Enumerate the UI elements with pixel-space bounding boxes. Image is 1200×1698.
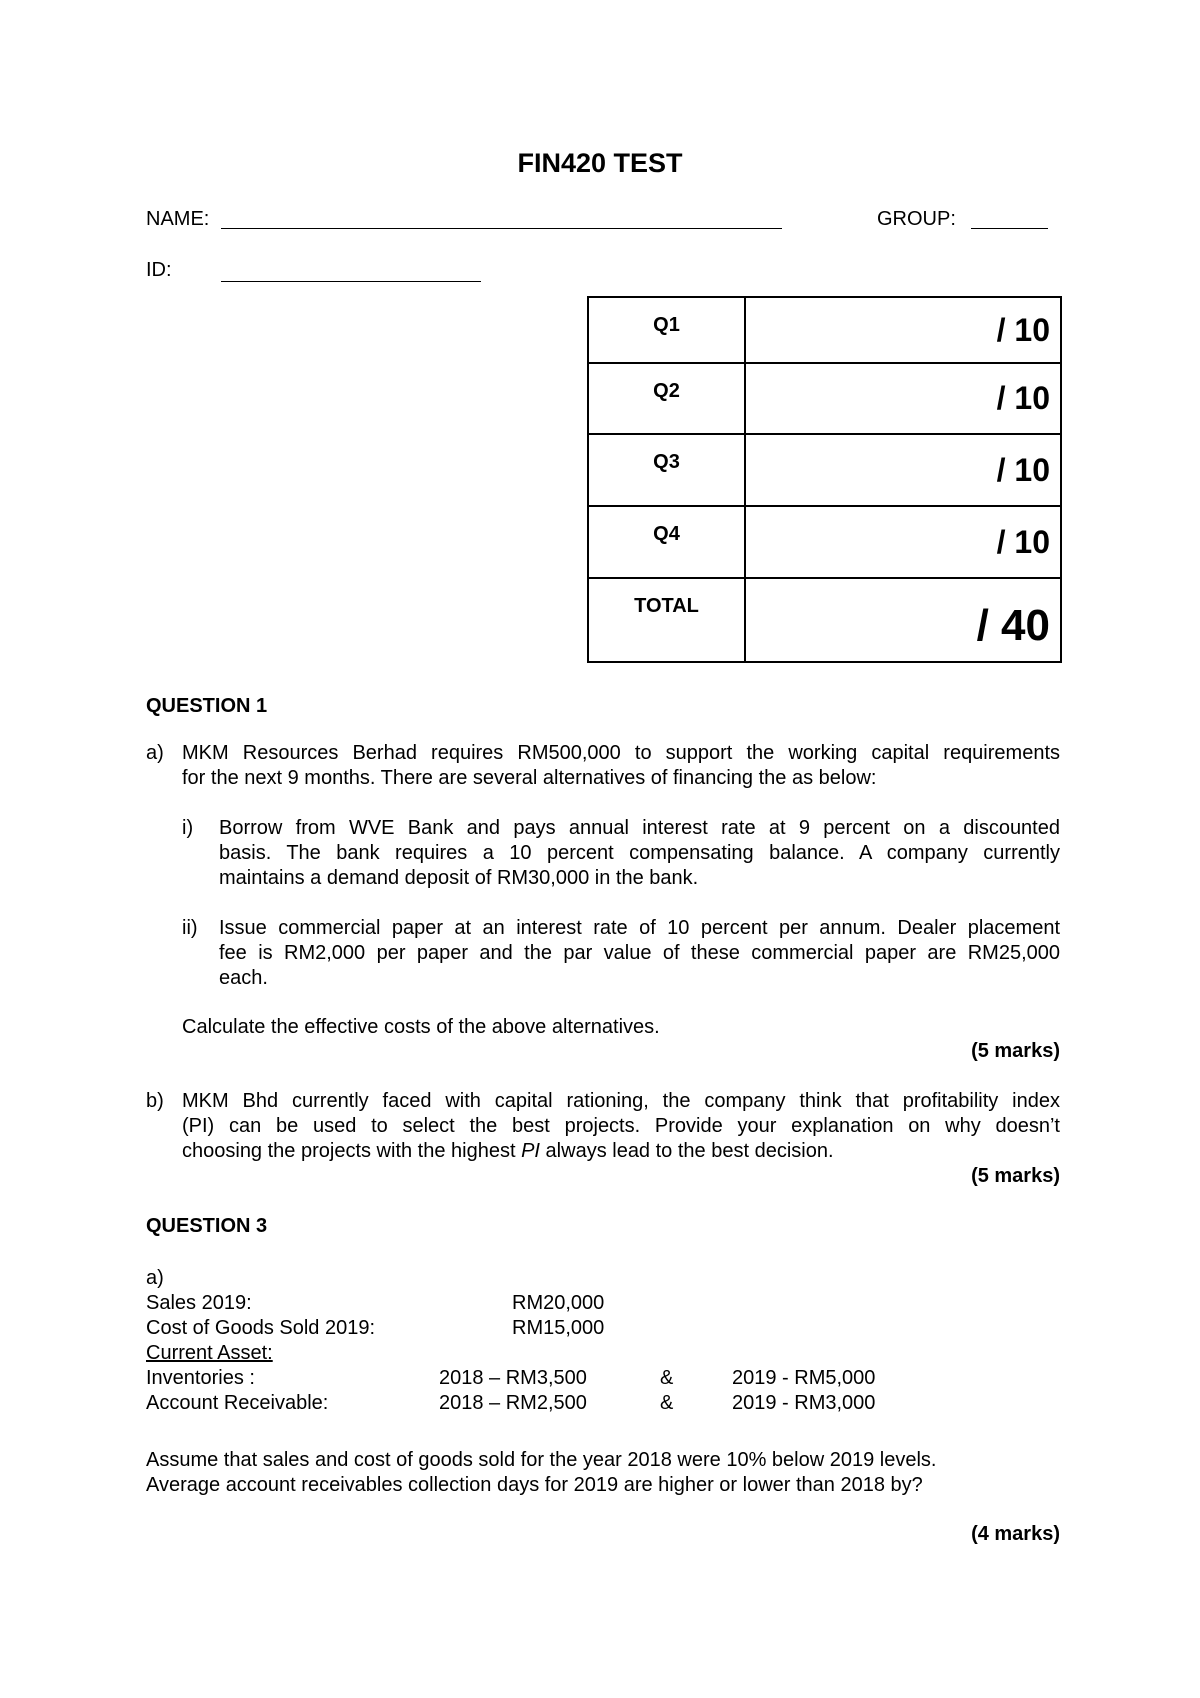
- score-value: / 10: [996, 451, 1050, 488]
- q1b-line3: [182, 1139, 834, 1164]
- score-label-cell: [588, 434, 745, 506]
- score-value-cell[interactable]: [745, 363, 1061, 434]
- group-field[interactable]: [971, 228, 1048, 229]
- q3-ar-amp: &: [660, 1392, 674, 1414]
- score-table: [587, 296, 1062, 663]
- q3-cogs-value: RM15,000: [512, 1317, 605, 1339]
- score-row-total: [588, 578, 1061, 662]
- q1ai-line1: Borrow from WVE Bank and pays annual interest rate at 9 percent on a discounted: [219, 817, 1060, 839]
- q3a-marker: a): [146, 1267, 164, 1289]
- score-total-value: / 40: [976, 601, 1050, 650]
- q1aii-line3: each.: [219, 967, 268, 989]
- score-value-cell[interactable]: [745, 506, 1061, 578]
- name-label: NAME:: [146, 208, 210, 230]
- score-label: Q3: [653, 451, 680, 473]
- q3-sales-label: Sales 2019:: [146, 1292, 252, 1314]
- q1a-marker: a): [146, 742, 164, 764]
- score-label: Q1: [653, 314, 680, 336]
- q1ai-line2: basis. The bank requires a 10 percent compensating balance. A company currently: [219, 842, 1060, 864]
- q3-ar-2018: 2018 – RM2,500: [439, 1392, 587, 1414]
- score-label-cell: [588, 506, 745, 578]
- question3-heading: QUESTION 3: [146, 1215, 268, 1237]
- q1b-line3-pre: choosing the projects with the highest: [182, 1140, 522, 1162]
- q1a-marks: (5 marks): [971, 1040, 1060, 1062]
- score-row-q2: [588, 363, 1061, 434]
- q3-inventories-2019: 2019 - RM5,000: [732, 1367, 876, 1389]
- q1b-marker: b): [146, 1090, 164, 1112]
- score-label-cell: [588, 297, 745, 363]
- q3-ar-label: Account Receivable:: [146, 1392, 329, 1414]
- score-label: Q4: [653, 523, 680, 545]
- q3-current-asset-label: Current Asset:: [146, 1342, 273, 1364]
- score-value-cell[interactable]: [745, 434, 1061, 506]
- score-value: / 10: [996, 523, 1050, 560]
- q1b-line3-post: always lead to the best decision.: [540, 1140, 834, 1162]
- q3-inventories-amp: &: [660, 1367, 674, 1389]
- q3-sales-value: RM20,000: [512, 1292, 605, 1314]
- score-label: TOTAL: [634, 595, 699, 617]
- q3-ar-2019: 2019 - RM3,000: [732, 1392, 876, 1414]
- q3-question: Average account receivables collection days for 2019 are higher or lower than 2018 by?: [146, 1474, 923, 1496]
- q1ai-marker: i): [182, 817, 194, 839]
- page-title: FIN420 TEST: [517, 148, 683, 178]
- q1aii-line2: fee is RM2,000 per paper and the par value of these commercial paper are RM25,000: [219, 942, 1060, 964]
- score-value: / 10: [996, 380, 1050, 416]
- score-value-cell[interactable]: [745, 297, 1061, 363]
- score-row-q3: [588, 434, 1061, 506]
- score-label-cell: [588, 578, 745, 662]
- question1-heading: QUESTION 1: [146, 695, 268, 717]
- q1a-instruction: Calculate the effective costs of the above alternatives.: [182, 1016, 660, 1038]
- group-label: GROUP:: [877, 208, 956, 230]
- q1ai-line3: maintains a demand deposit of RM30,000 in the bank.: [219, 867, 699, 889]
- score-label-cell: [588, 363, 745, 434]
- score-row-q4: [588, 506, 1061, 578]
- id-field[interactable]: [221, 281, 481, 282]
- q1b-line3-pi: PI: [521, 1140, 540, 1162]
- q1a-line2: for the next 9 months. There are several alternatives of financing the as below:: [182, 767, 877, 789]
- q1b-marks: (5 marks): [971, 1165, 1060, 1187]
- score-value: / 10: [996, 311, 1050, 348]
- q3-inventories-2018: 2018 – RM3,500: [439, 1367, 587, 1389]
- score-value-cell[interactable]: [745, 578, 1061, 662]
- q3-cogs-label: Cost of Goods Sold 2019:: [146, 1317, 376, 1339]
- name-field[interactable]: [221, 228, 782, 229]
- q1aii-marker: ii): [182, 917, 198, 939]
- id-label: ID:: [146, 259, 172, 281]
- score-row-q1: [588, 297, 1061, 363]
- score-label: Q2: [653, 380, 680, 402]
- q3-inventories-label: Inventories :: [146, 1367, 255, 1389]
- q1b-line1: MKM Bhd currently faced with capital rationing, the company think that profitability index: [182, 1090, 1060, 1112]
- q1aii-line1: Issue commercial paper at an interest rate of 10 percent per annum. Dealer placement: [219, 917, 1060, 939]
- q3-marks: (4 marks): [971, 1523, 1060, 1545]
- q1a-line1: MKM Resources Berhad requires RM500,000 to support the working capital requirements: [182, 742, 1060, 764]
- q3-assumption: Assume that sales and cost of goods sold for the year 2018 were 10% below 2019 levels.: [146, 1449, 937, 1471]
- q1b-line2: (PI) can be used to select the best projects. Provide your explanation on why doesn’t: [182, 1115, 1060, 1137]
